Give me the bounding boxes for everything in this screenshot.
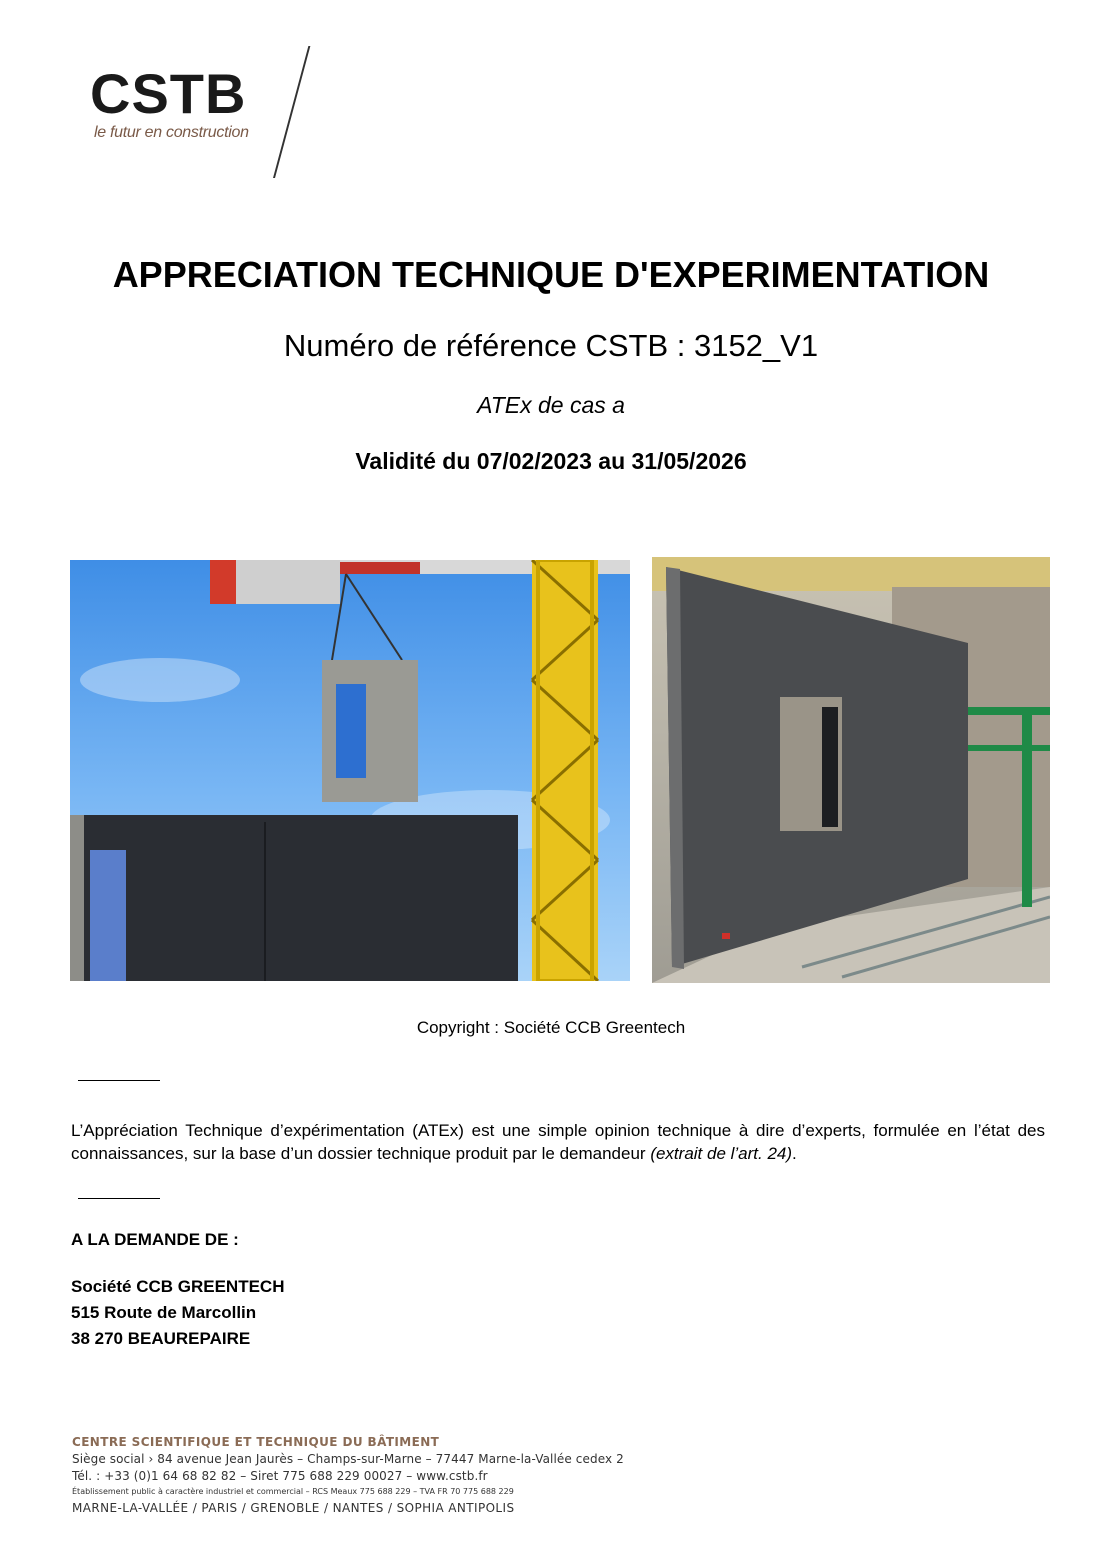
reference-number: Numéro de référence CSTB : 3152_V1 — [283, 328, 819, 363]
applicant-company: Société CCB GREENTECH — [71, 1277, 285, 1296]
disclaimer-citation: (extrait de l’art. 24) — [650, 1144, 793, 1163]
footer-legal: Établissement public à caractère industriel et commercial – RCS Meaux 775 688 229 – TVA FR 70 775 688 229 — [72, 1487, 514, 1496]
disclaimer-text: L’Appréciation Technique d’expérimentation (ATEx) est une simple opinion technique à dire d’experts, formulée en l’état des connaissances, sur la base d’un dossier technique produit par le demandeur — [71, 1121, 1045, 1163]
applicant-street: 515 Route de Marcollin — [71, 1303, 257, 1322]
validity-period: Validité du 07/02/2023 au 31/05/2026 — [355, 448, 747, 474]
cstb-logo — [68, 42, 330, 182]
document-title: APPRECIATION TECHNIQUE D'EXPERIMENTATION — [112, 254, 990, 295]
footer-contact: Tél. : +33 (0)1 64 68 82 82 – Siret 775 688 229 00027 – www.cstb.fr — [72, 1469, 488, 1483]
photo-copyright: Copyright : Société CCB Greentech — [416, 1018, 686, 1037]
separator-rule-2 — [78, 1198, 160, 1199]
disclaimer-end: . — [792, 1144, 797, 1163]
footer-organization: CENTRE SCIENTIFIQUE ET TECHNIQUE DU BÂTIMENT — [72, 1435, 440, 1449]
logo-tagline: le futur en construction — [94, 124, 249, 141]
logo-slash-mark — [273, 46, 310, 178]
footer-cities: MARNE-LA-VALLÉE / PARIS / GRENOBLE / NANTES / SOPHIA ANTIPOLIS — [72, 1501, 515, 1515]
crane-scene-illustration — [70, 560, 630, 981]
workshop-scene-illustration — [652, 557, 1050, 983]
photo-crane-lifting-panel — [70, 560, 630, 981]
applicant-address — [71, 1274, 284, 1352]
footer-address: Siège social › 84 avenue Jean Jaurès – Champs-sur-Marne – 77447 Marne-la-Vallée cedex 2 — [72, 1452, 624, 1466]
logo-wordmark: CSTB — [90, 62, 247, 125]
separator-rule-1 — [78, 1080, 160, 1081]
atex-disclaimer — [71, 1119, 1045, 1165]
atex-case: ATEx de cas a — [477, 392, 625, 418]
applicant-heading: A LA DEMANDE DE : — [71, 1230, 239, 1249]
page-footer — [72, 1434, 712, 1518]
photo-panel-in-workshop — [652, 557, 1050, 983]
applicant-city: 38 270 BEAUREPAIRE — [71, 1329, 251, 1348]
